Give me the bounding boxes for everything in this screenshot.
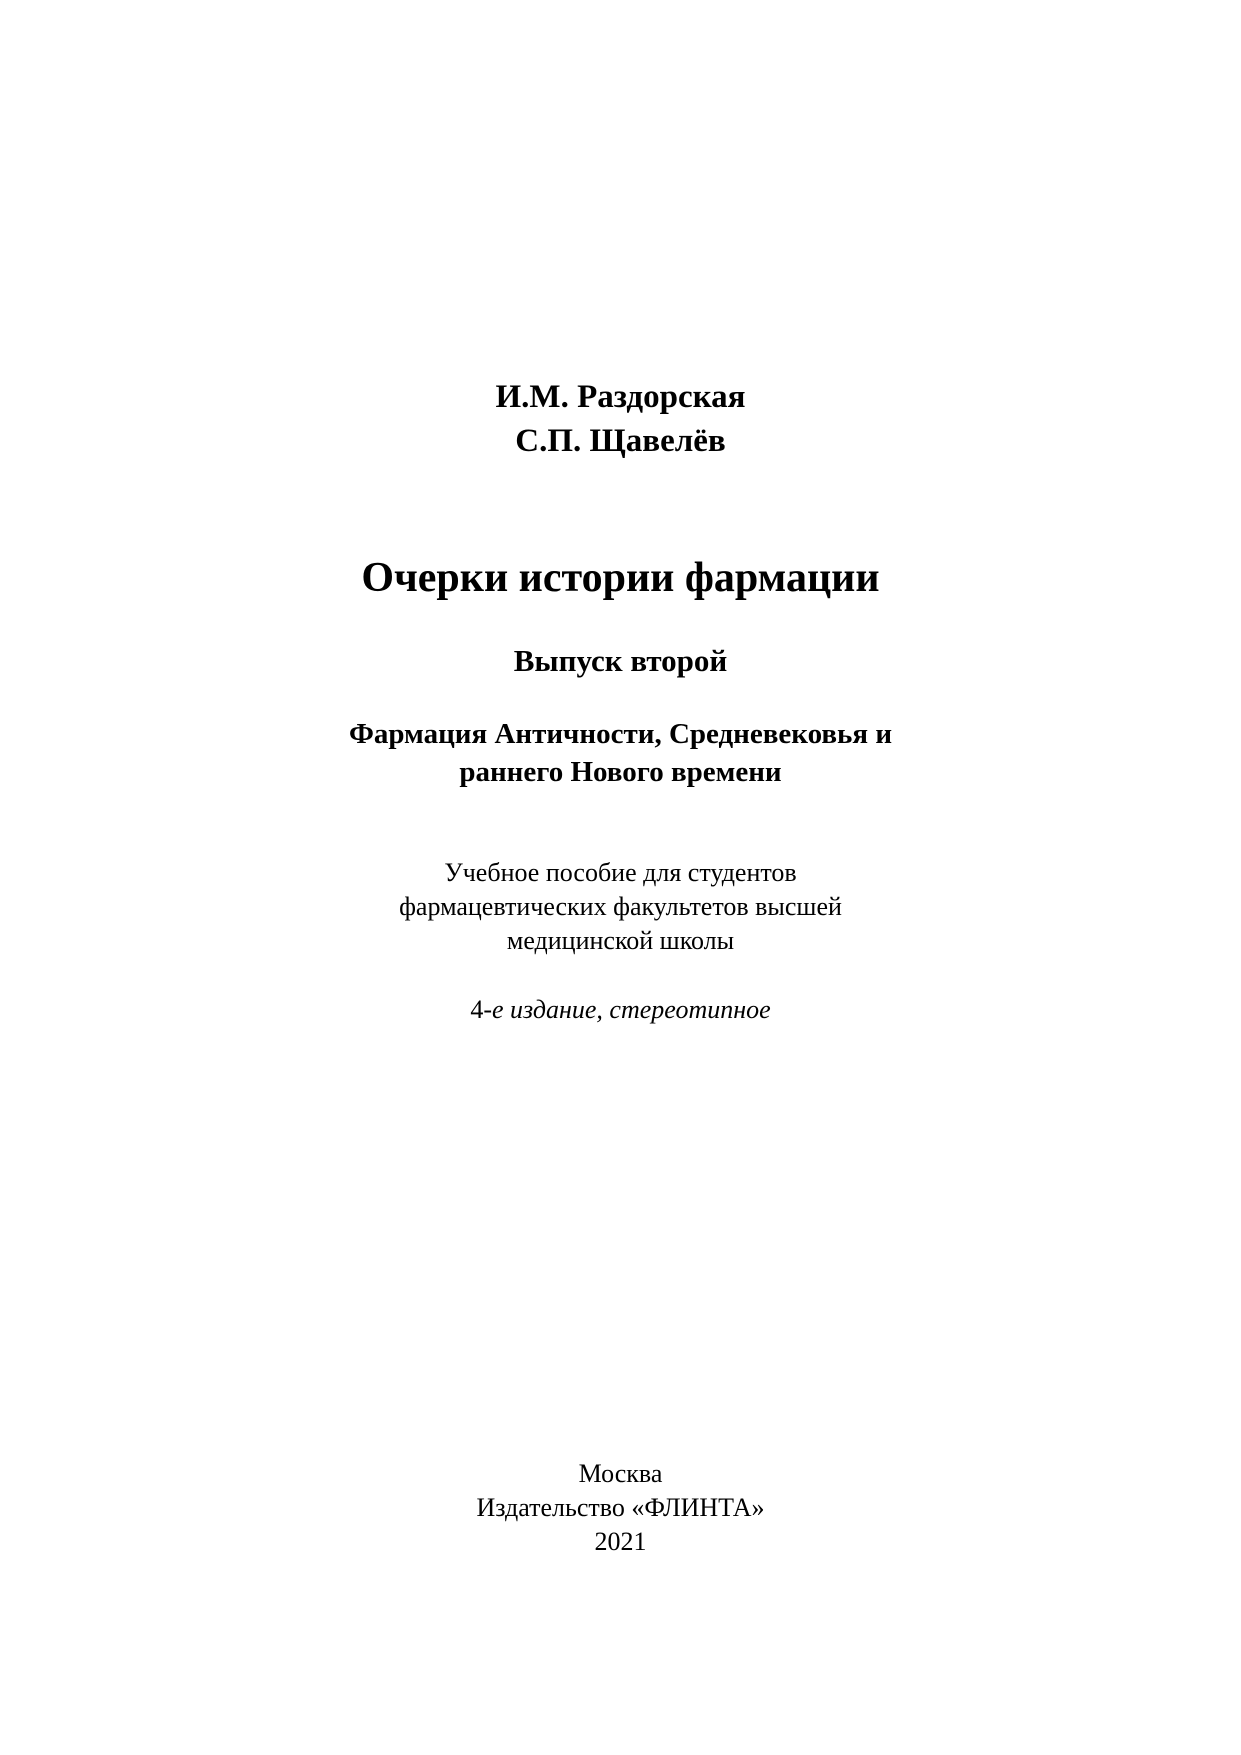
book-title: Очерки истории фармации <box>361 555 880 601</box>
subtitle-line-1: Фармация Античности, Средневековья и <box>348 718 893 750</box>
issue-label: Выпуск второй <box>513 643 728 678</box>
description-line-3: медицинской школы <box>506 926 735 955</box>
description-line-1: Учебное пособие для студентов <box>444 858 797 887</box>
imprint-city: Москва <box>578 1459 663 1488</box>
edition-note <box>0 997 1241 1023</box>
author-2: С.П. Щавелёв <box>515 423 726 459</box>
edition-text: е издание, стереотипное <box>491 995 771 1024</box>
subtitle-line-2: раннего Нового времени <box>459 756 782 788</box>
edition-number: 4- <box>470 995 492 1024</box>
author-1: И.М. Раздорская <box>495 379 746 415</box>
imprint-publisher: Издательство «ФЛИНТА» <box>476 1493 765 1522</box>
description-line-2: фармацевтических факультетов высшей <box>399 892 842 921</box>
imprint-year: 2021 <box>594 1527 647 1556</box>
